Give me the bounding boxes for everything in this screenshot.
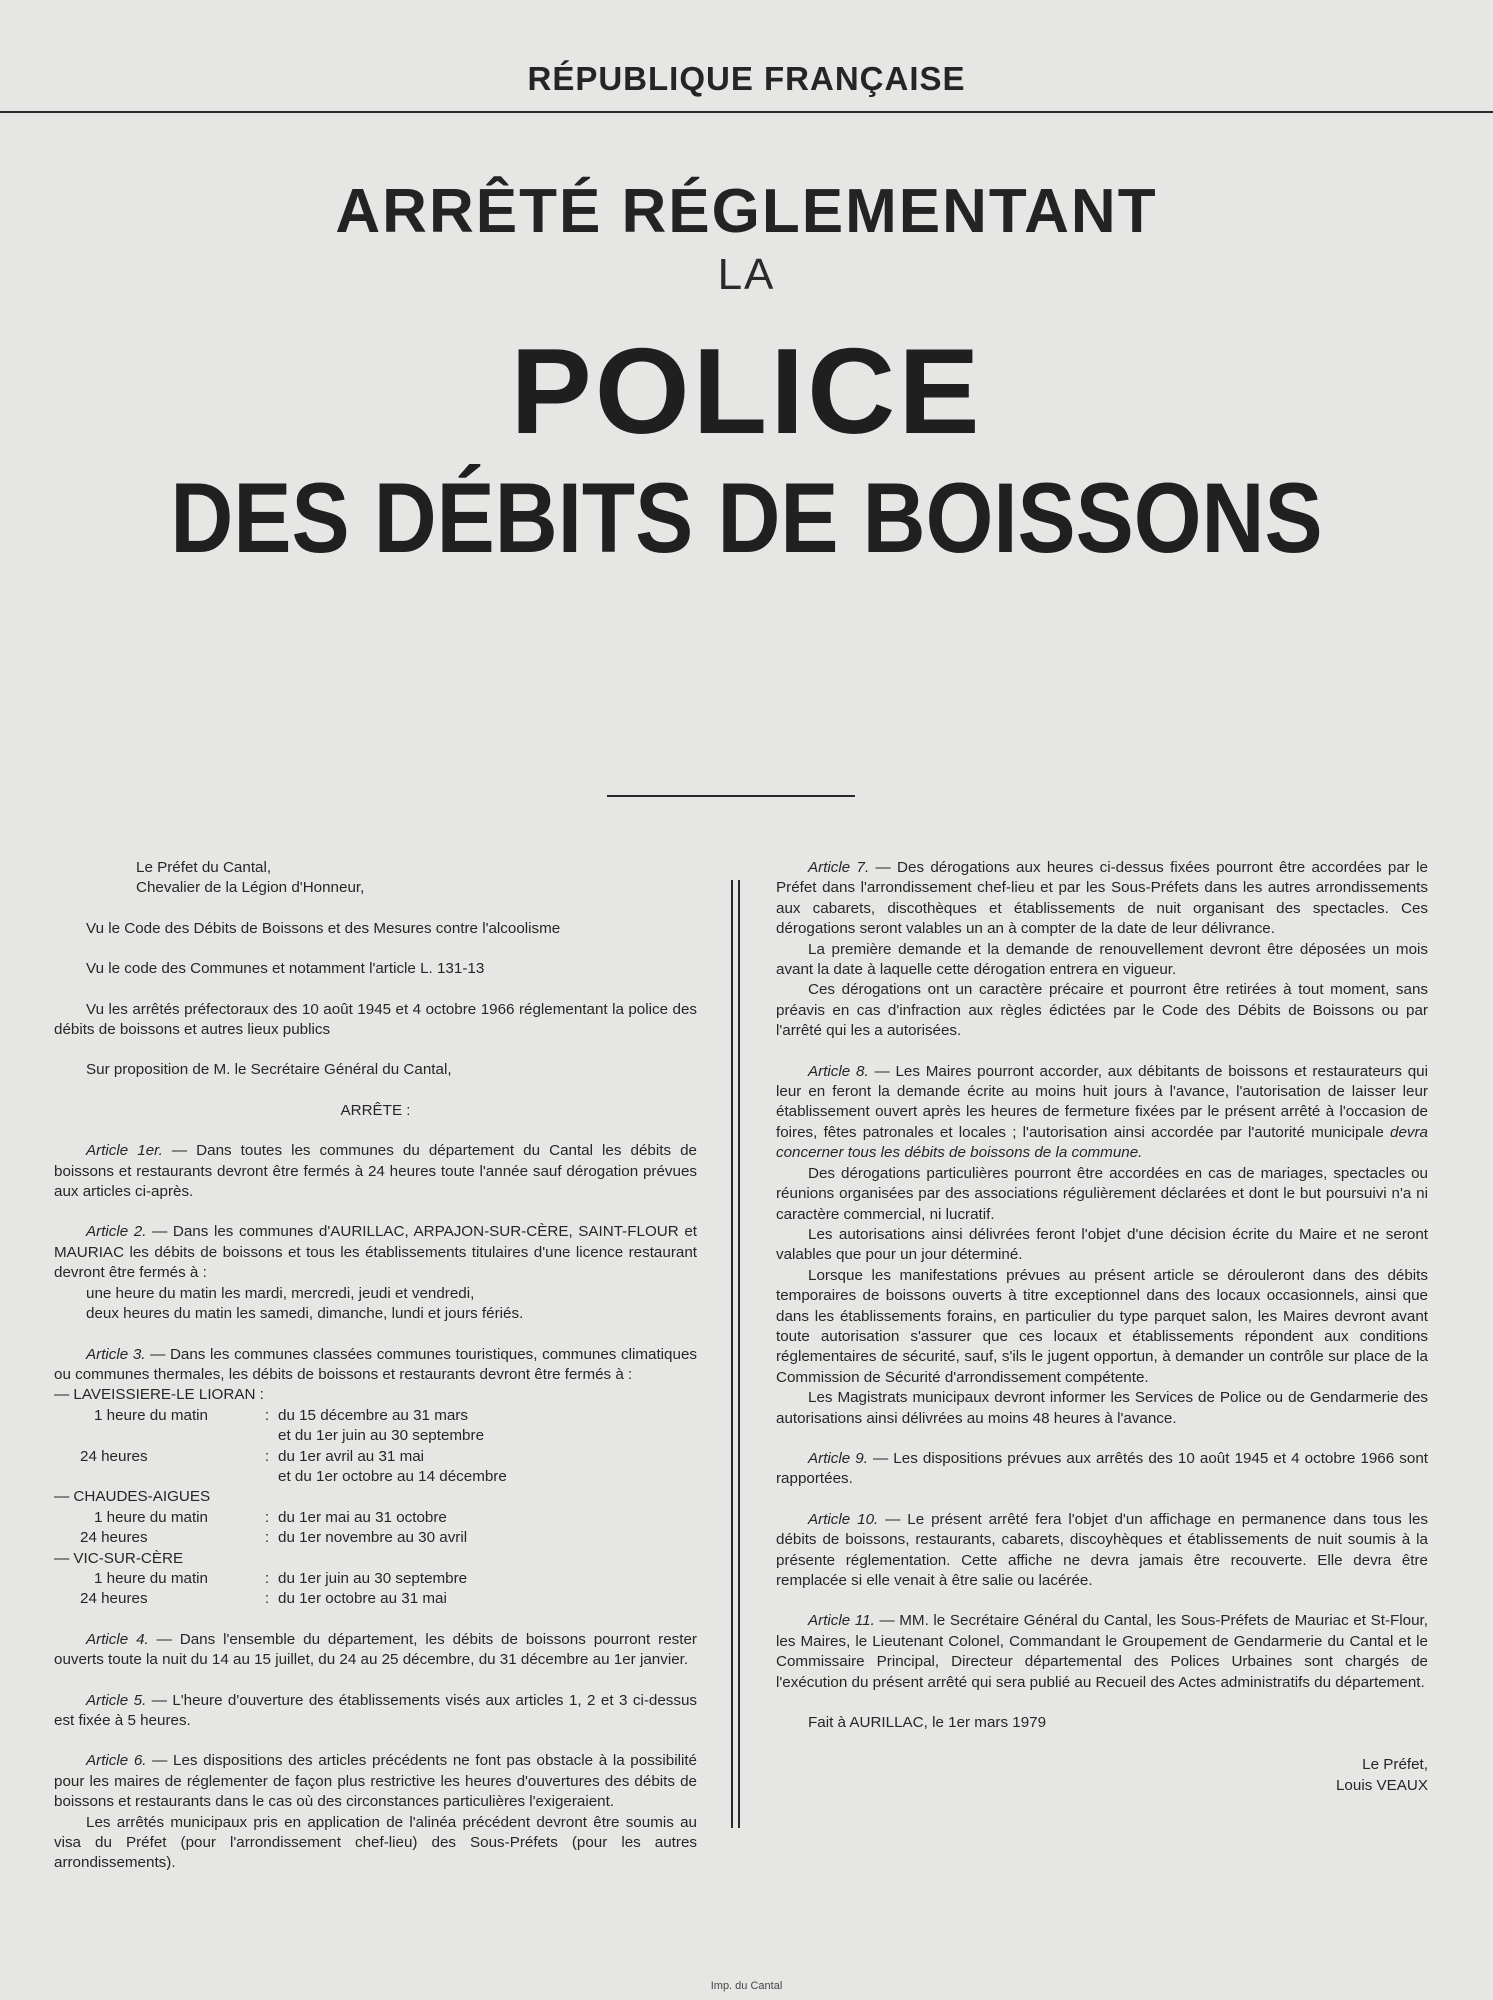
article-11-text: — MM. le Secrétaire Général du Cantal, les Sous-Préfets de Mauriac et St-Flour, les Maires, le Lieutenant Colonel, Commandant le Groupement de Gendarmerie du Cantal et le Commissaire Principal, Directeur départemental des Polices Urbaines sont chargés de l'exécution du présent arrêté qui sera publié au Recueil des Actes administratifs du département. <box>776 1612 1428 1691</box>
signature-name: Louis VEAUX <box>1335 1776 1428 1794</box>
prefet-line-2: Chevalier de la Légion d'Honneur, <box>136 879 365 897</box>
schedule-row <box>54 1508 514 1528</box>
article-8-paragraph-5: Les Magistrats municipaux devront informer les Services de Police ou de Gendarmerie des autorisations ainsi délivrées au moins 48 heures à l'avance. <box>776 1389 1428 1427</box>
article-9 <box>776 1449 1428 1490</box>
right-column <box>776 858 1428 1796</box>
schedule-colon: : <box>264 1508 270 1526</box>
schedule-place: — CHAUDES-AIGUES <box>54 1488 211 1506</box>
article-4-label: Article 4. <box>86 1630 149 1648</box>
printer-imprint: Imp. du Cantal <box>710 1980 783 1992</box>
vu-code-debits: Vu le Code des Débits de Boissons et des Mesures contre l'alcoolisme <box>86 919 561 937</box>
article-2-line-2: deux heures du matin les samedi, dimanche, lundi et jours fériés. <box>86 1305 524 1323</box>
column-divider-line <box>738 880 740 1828</box>
schedule-period: et du 1er octobre au 14 décembre <box>278 1467 507 1485</box>
article-8-tail: devra concerner tous les débits de boissons de la commune. <box>776 1123 1428 1162</box>
top-rule <box>0 111 1493 113</box>
schedule-place-row <box>54 1549 514 1569</box>
schedule-hour: 1 heure du matin <box>94 1406 208 1424</box>
article-7-paragraph-2: La première demande et la demande de renouvellement devront être déposées un mois avant la date à laquelle cette dérogation entrera en vigueur. <box>776 940 1428 979</box>
schedule-row <box>54 1569 514 1589</box>
article-3-text: — Dans les communes classées communes touristiques, communes climatiques ou communes thermales, les débits de boissons et restaurants devront être fermés à : <box>54 1345 697 1383</box>
article-6 <box>54 1751 697 1812</box>
title-debits-de-boissons: DES DÉBITS DE BOISSONS <box>170 462 1323 573</box>
article-7-text: — Des dérogations aux heures ci-dessus fixées pourront être accordées par le Préfet dans l'arrondissement chef-lieu et par les Sous-Préfets dans les autres arrondissements aux cabarets, discothèques et établissements de nuit organisant des spectacles. Ces dérogations seront valables un an à compter de la date de leur délivrance. <box>776 859 1428 938</box>
schedule-place: — VIC-SUR-CÈRE <box>54 1549 184 1567</box>
article-5-text: — L'heure d'ouverture des établissements visés aux articles 1, 2 et 3 ci-dessus est fixée à 5 heures. <box>54 1691 698 1729</box>
schedule-colon: : <box>264 1529 270 1547</box>
schedule-period: et du 1er juin au 30 septembre <box>278 1427 485 1445</box>
article-2-line-1: une heure du matin les mardi, mercredi, jeudi et vendredi, <box>86 1284 475 1302</box>
title-police: POLICE <box>510 323 983 459</box>
schedule-row <box>54 1467 514 1487</box>
article-7-label: Article 7. <box>808 859 870 876</box>
article-8 <box>776 1062 1428 1164</box>
article-9-text: — Les dispositions prévues aux arrêtés des 10 août 1945 et 4 octobre 1966 sont rapportées. <box>776 1449 1428 1488</box>
schedule-hour: 24 heures <box>80 1590 148 1608</box>
schedule-table <box>54 1385 514 1609</box>
article-11 <box>776 1611 1428 1693</box>
article-7 <box>776 858 1428 940</box>
column-divider-line <box>731 880 733 1828</box>
article-6-paragraph-2: Les arrêtés municipaux pris en application de l'alinéa précédent devront être soumis au visa du Préfet (pour l'arrondissement chef-lieu) des Sous-Préfets (pour les autres arrondissements). <box>54 1813 697 1872</box>
article-11-label: Article 11. <box>808 1612 875 1630</box>
signature-title: Le Préfet, <box>1362 1756 1428 1774</box>
schedule-row <box>54 1589 514 1609</box>
article-6-text: — Les dispositions des articles précédents ne font pas obstacle à la possibilité pour les maires de réglementer de façon plus restrictive les heures d'ouvertures des débits de boissons et restaurants dans le cas où des circonstances particulières l'exigeraient. <box>54 1752 697 1811</box>
article-6-label: Article 6. <box>86 1752 147 1770</box>
schedule-place-row <box>54 1487 514 1507</box>
schedule-period: du 1er octobre au 31 mai <box>278 1590 447 1608</box>
article-7-paragraph-3: Ces dérogations ont un caractère précaire et pourront être retirées à tout moment, sans préavis en cas d'infraction aux règles édictées par le Code des Débits de Boissons ou par l'arrêté qui les a autorisées. <box>776 981 1428 1040</box>
schedule-colon: : <box>264 1590 270 1608</box>
article-9-label: Article 9. <box>808 1449 868 1467</box>
schedule-colon: : <box>264 1447 270 1465</box>
schedule-row <box>54 1406 514 1426</box>
schedule-period: du 1er juin au 30 septembre <box>278 1569 468 1587</box>
article-10-text: — Le présent arrêté fera l'objet d'un affichage en permanence dans tous les débits de boissons, restaurants, cabarets, discoyhèques et établissements de nuit soumis à la présente réglementation. Cette affiche ne devra jamais être recouverte. Elle devra être remplacée si elle venait à être salie ou lacérée. <box>776 1510 1428 1589</box>
schedule-period: du 1er novembre au 30 avril <box>278 1529 468 1547</box>
article-1-label: Article 1er. <box>86 1142 163 1160</box>
schedule-hour: 24 heures <box>80 1529 148 1547</box>
article-8-paragraph-4: Lorsque les manifestations prévues au présent article se dérouleront dans des débits temporaires de boissons ouverts à titre exceptionnel dans des locaux occasionnels, ainsi que dans les établissements forains, en particulier du type parquet salon, les Maires devront avant toute autorisation s'assurer que ces locaux et établissements répondent aux conditions réglementaires de sécurité, sauf, s'ils le jugent opportun, à demander un contrôle sur place de la Commission de Sécurité d'arrondissement compétente. <box>776 1266 1428 1386</box>
article-5 <box>54 1691 697 1732</box>
article-4-text: — Dans l'ensemble du département, les débits de boissons pourront rester ouverts toute la nuit du 14 au 15 juillet, du 24 au 25 décembre, du 31 décembre au 1er janvier. <box>54 1630 697 1669</box>
sur-proposition: Sur proposition de M. le Secrétaire Général du Cantal, <box>86 1061 452 1079</box>
vu-arretes: Vu les arrêtés préfectoraux des 10 août 1945 et 4 octobre 1966 réglementant la police des débits de boissons et autres lieux publics <box>54 1000 697 1039</box>
article-10-label: Article 10. <box>808 1510 879 1528</box>
schedule-period: du 1er mai au 31 octobre <box>278 1508 447 1526</box>
schedule-row <box>54 1447 514 1467</box>
prefet-line-1: Le Préfet du Cantal, <box>136 859 272 876</box>
schedule-hour: 24 heures <box>80 1447 148 1465</box>
article-8-label: Article 8. <box>808 1062 869 1080</box>
schedule-row <box>54 1528 514 1548</box>
schedule-place: — LAVEISSIERE-LE LIORAN : <box>54 1386 264 1404</box>
article-2-label: Article 2. <box>86 1223 147 1241</box>
article-8-paragraph-3: Les autorisations ainsi délivrées feront l'objet d'une décision écrite du Maire et ne seront valables que pour un jour déterminé. <box>776 1225 1428 1264</box>
article-1 <box>54 1141 697 1202</box>
title-arrete: ARRÊTÉ RÉGLEMENTANT <box>335 177 1158 246</box>
article-1-text: — Dans toutes les communes du département du Cantal les débits de boissons et restaurants devront être fermés à 24 heures toute l'année sauf dérogation prévues aux articles ci-après. <box>54 1142 697 1201</box>
article-4 <box>54 1630 697 1671</box>
arrete-heading: ARRÊTE : <box>340 1101 411 1119</box>
article-3 <box>54 1345 697 1386</box>
schedule-colon: : <box>264 1569 270 1587</box>
schedule-place-row <box>54 1385 514 1405</box>
republique-heading: RÉPUBLIQUE FRANÇAISE <box>527 60 966 97</box>
schedule-hour: 1 heure du matin <box>94 1508 208 1526</box>
article-2 <box>54 1222 697 1283</box>
schedule-period: du 15 décembre au 31 mars <box>278 1406 468 1424</box>
fait-a-aurillac: Fait à AURILLAC, le 1er mars 1979 <box>808 1714 1047 1732</box>
article-8-text: — Les Maires pourront accorder, aux débitants de boissons et restaurateurs qui leur en feront la demande écrite au moins huit jours à l'avance, l'autorisation de laisser leur établissement ouvert après les heures de fermeture fixées par le présent arrêté à l'occasion de foires, fêtes patronales et locales ; l'autorisation ainsi accordée par l'autorité municipale <box>776 1062 1428 1141</box>
left-column <box>54 858 697 1874</box>
title-la: LA <box>717 250 776 299</box>
schedule-row <box>54 1426 514 1446</box>
schedule-period: du 1er avril au 31 mai <box>278 1447 425 1465</box>
article-5-label: Article 5. <box>86 1691 147 1709</box>
schedule-colon: : <box>264 1406 270 1424</box>
article-8-paragraph-2: Des dérogations particulières pourront être accordées en cas de mariages, spectacles ou réunions organisées par des associations régulièrement déclarées et dont le but poursuivi n'a ni caractère commercial, ni lucratif. <box>776 1164 1428 1223</box>
vu-code-communes: Vu le code des Communes et notamment l'article L. 131-13 <box>86 960 485 978</box>
article-2-text: — Dans les communes d'AURILLAC, ARPAJON-SUR-CÈRE, SAINT-FLOUR et MAURIAC les débits de boissons et tous les établissements titulaires d'une licence restaurant devront être fermés à : <box>54 1223 697 1282</box>
article-10 <box>776 1510 1428 1592</box>
schedule-hour: 1 heure du matin <box>94 1569 208 1587</box>
separator-rule <box>607 795 855 797</box>
article-3-label: Article 3. <box>86 1345 146 1363</box>
